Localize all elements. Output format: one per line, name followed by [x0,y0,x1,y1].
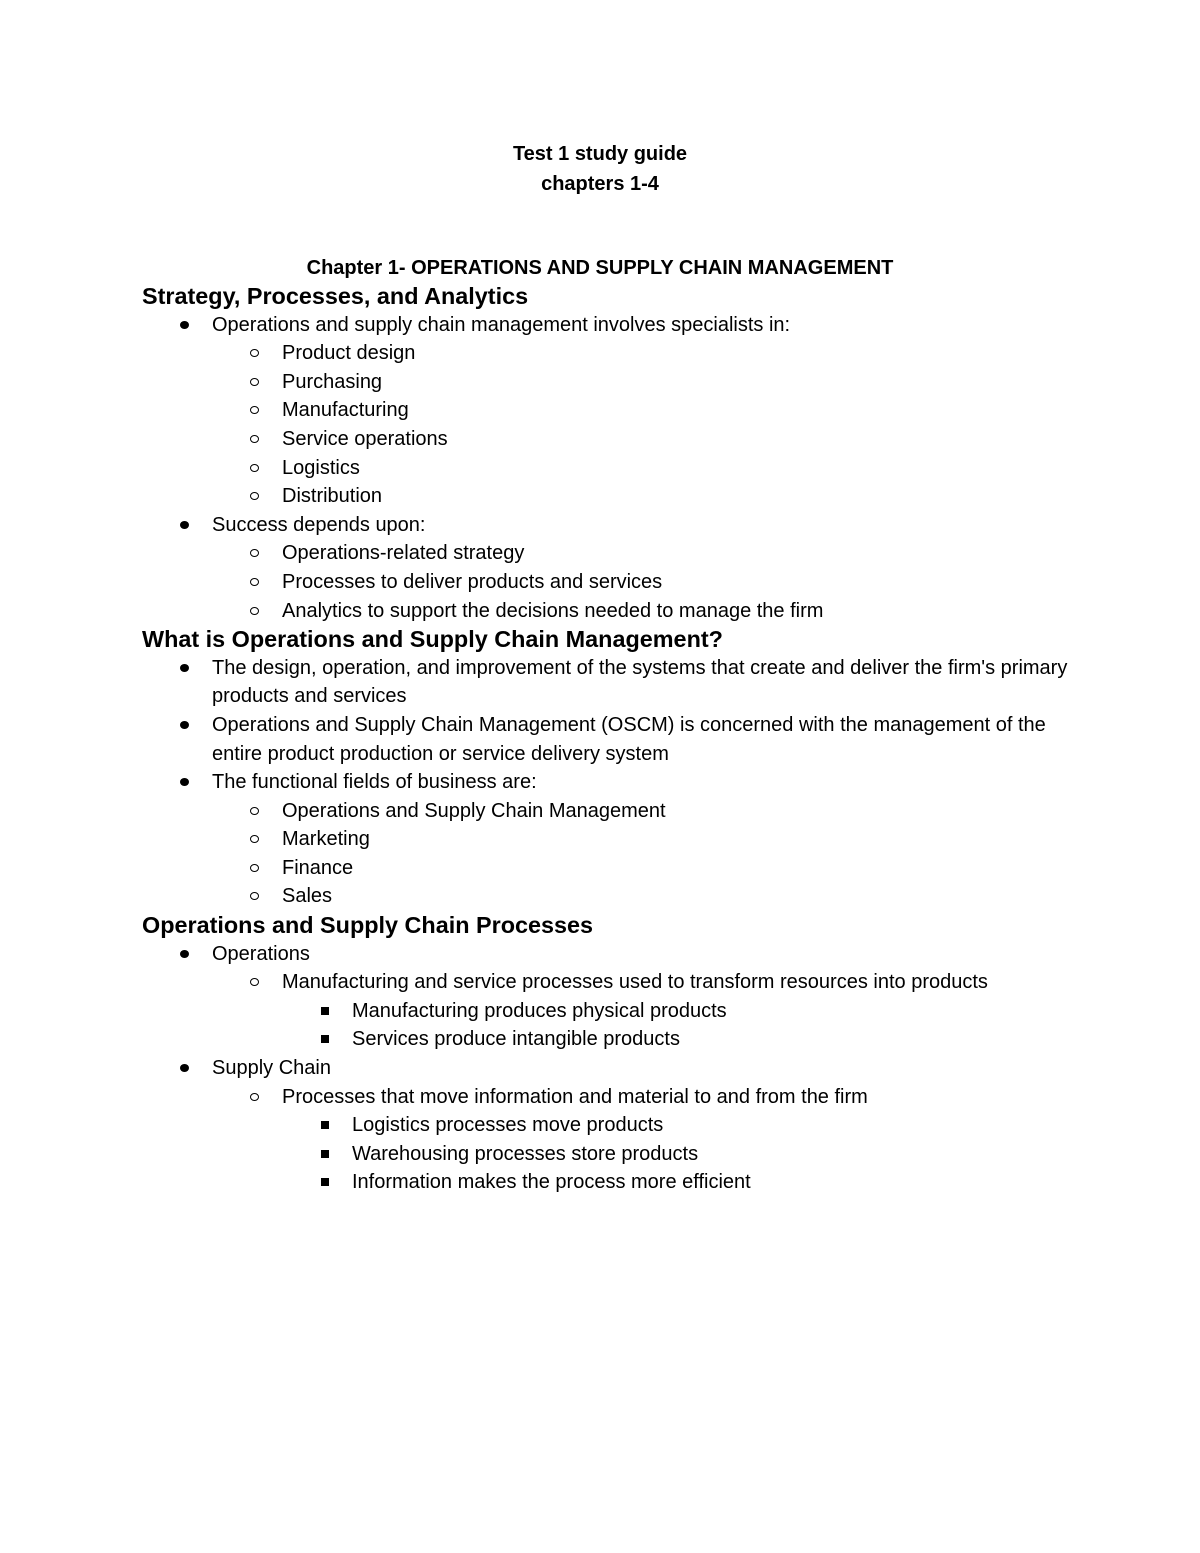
sub-list [212,339,1072,511]
disc-bullet-icon [180,721,189,729]
disc-bullet-icon [180,321,189,329]
sub-list-item [212,968,1072,1054]
section-what-is-oscm [142,625,1072,911]
circle-bullet-icon [250,978,259,986]
circle-bullet-icon [250,1093,259,1101]
sub-list-item [212,454,1072,483]
square-bullet-icon [321,1178,329,1186]
sub-list-item-text: Service operations [282,427,448,450]
circle-bullet-icon [250,578,259,586]
list-item [142,511,1072,625]
sub-list-item [212,425,1072,454]
sub-list-item-text: Operations-related strategy [282,542,525,565]
sub-list [212,1083,1072,1197]
list-item [142,654,1072,711]
sub-list-item-text: Product design [282,342,416,365]
sub-sub-list-item [282,997,1072,1026]
document-subtitle: chapters 1-4 [541,173,659,195]
circle-bullet-icon [250,349,259,357]
sub-list [212,539,1072,625]
sub-list-item [212,854,1072,883]
disc-bullet-icon [180,950,189,958]
list-item [142,768,1072,911]
sub-list-item-text: Manufacturing and service processes used to transform resources into products [282,971,988,994]
circle-bullet-icon [250,492,259,500]
sub-sub-list-item-text: Logistics processes move products [352,1114,664,1137]
bullet-list [142,940,1072,1197]
section-processes [142,911,1072,1197]
sub-sub-list-item [282,1168,1072,1197]
square-bullet-icon [321,1150,329,1158]
sub-list-item-text: Logistics [282,456,360,479]
disc-bullet-icon [180,1064,189,1072]
circle-bullet-icon [250,607,259,615]
section-heading: Strategy, Processes, and Analytics [142,283,529,309]
sub-list-item-text: Finance [282,856,354,879]
document-title: Test 1 study guide [512,143,688,165]
sub-list-item [212,882,1072,911]
sub-sub-list [282,1111,1072,1197]
sub-list-item-text: Processes that move information and material to and from the firm [282,1085,868,1108]
disc-bullet-icon [180,664,189,672]
circle-bullet-icon [250,464,259,472]
section-strategy [142,282,1072,625]
bullet-list [142,654,1072,911]
sub-list-item [212,1083,1072,1197]
list-item [142,711,1072,768]
sub-list-item [212,339,1072,368]
circle-bullet-icon [250,892,259,900]
circle-bullet-icon [250,378,259,386]
sub-list-item [212,568,1072,597]
square-bullet-icon [321,1035,329,1043]
sub-list-item-text: Processes to deliver products and services [282,570,663,593]
circle-bullet-icon [250,807,259,815]
list-item-text: Success depends upon: [212,513,426,536]
sub-list-item [212,539,1072,568]
square-bullet-icon [321,1007,329,1015]
square-bullet-icon [321,1121,329,1129]
circle-bullet-icon [250,435,259,443]
sub-list-item-text: Analytics to support the decisions needed to manage the firm [282,599,824,622]
list-item [142,940,1072,1054]
list-item-text: Operations and Supply Chain Management (OSCM) is concerned with the management of the entire product production or service delivery system [212,713,1046,765]
sub-sub-list-item [282,1140,1072,1169]
list-item [142,311,1072,511]
sub-list-item-text: Distribution [282,485,383,508]
list-item-text: The design, operation, and improvement of the systems that create and deliver the firm's primary products and services [212,656,1068,708]
sub-list-item-text: Operations and Supply Chain Management [282,799,666,822]
chapter-heading: Chapter 1- OPERATIONS AND SUPPLY CHAIN MANAGEMENT [306,257,894,279]
sub-list-item-text: Purchasing [282,370,383,393]
sub-list-item-text: Marketing [282,828,370,851]
sub-list-item [212,597,1072,626]
sub-sub-list-item-text: Services produce intangible products [352,1028,680,1051]
sub-list-item-text: Manufacturing [282,399,409,422]
circle-bullet-icon [250,835,259,843]
sub-sub-list-item [282,1025,1072,1054]
sub-list [212,797,1072,911]
circle-bullet-icon [250,406,259,414]
sub-sub-list-item-text: Information makes the process more efficient [352,1171,751,1194]
sub-sub-list-item-text: Manufacturing produces physical products [352,999,727,1022]
document-body [142,282,1072,1197]
bullet-list [142,311,1072,626]
section-heading: Operations and Supply Chain Processes [142,912,594,939]
circle-bullet-icon [250,549,259,557]
sub-sub-list [282,997,1072,1054]
list-item-text: Operations and supply chain management involves specialists in: [212,313,791,336]
disc-bullet-icon [180,521,189,529]
list-item [142,1054,1072,1197]
disc-bullet-icon [180,778,189,786]
list-item-text: The functional fields of business are: [212,771,537,794]
list-item-text: Operations [212,942,310,965]
sub-list-item [212,797,1072,826]
sub-sub-list-item [282,1111,1072,1140]
sub-list-item [212,368,1072,397]
sub-list-item [212,482,1072,511]
circle-bullet-icon [250,864,259,872]
sub-list-item-text: Sales [282,885,333,908]
sub-list-item [212,825,1072,854]
sub-list [212,968,1072,1054]
section-heading: What is Operations and Supply Chain Management? [142,626,723,653]
sub-list-item [212,396,1072,425]
list-item-text: Supply Chain [212,1057,331,1080]
sub-sub-list-item-text: Warehousing processes store products [352,1142,699,1165]
